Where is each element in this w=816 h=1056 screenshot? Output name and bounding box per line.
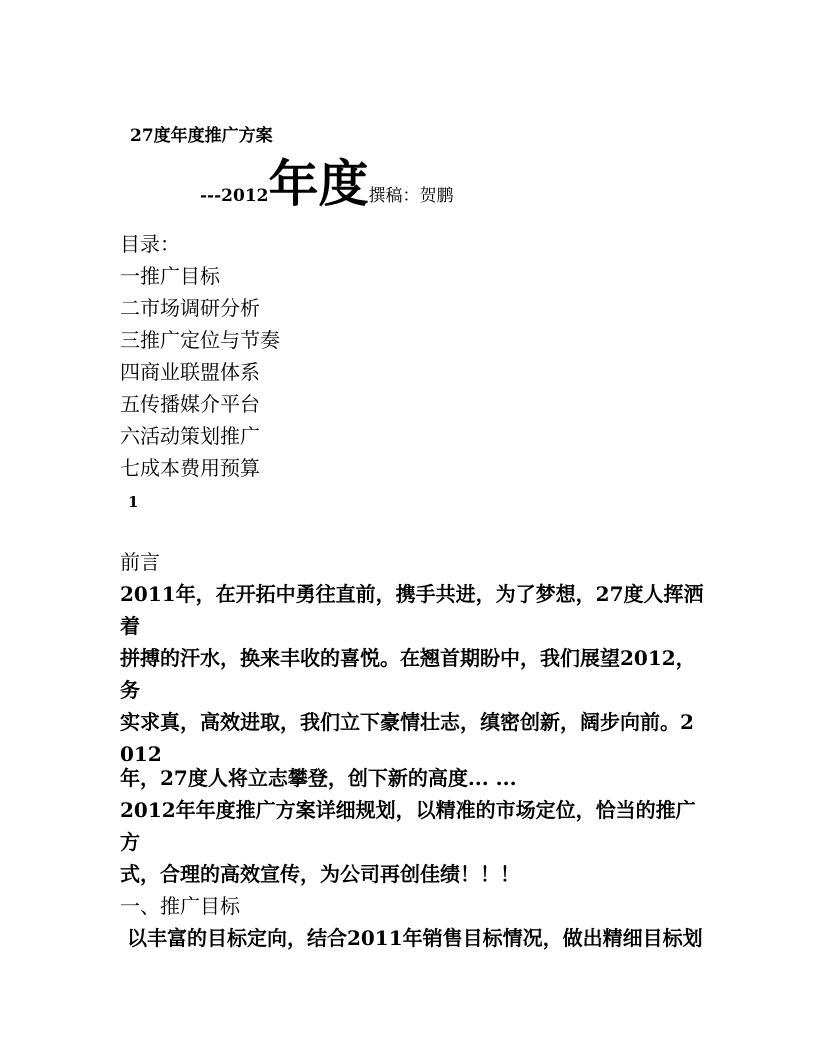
preface-line: 012	[120, 742, 162, 766]
toc-item: 一推广目标	[120, 264, 220, 288]
section-heading: 一、推广目标	[120, 894, 240, 918]
section-text-line: 以丰富的目标定向，结合2011年销售目标情况，做出精细目标划	[120, 926, 703, 950]
author-credit: 撰稿：贺鹏	[368, 186, 454, 206]
toc-item: 七成本费用预算	[120, 456, 260, 480]
preface-line: 拼搏的汗水，换来丰收的喜悦。在翘首期盼中，我们展望2012，	[120, 646, 696, 670]
subtitle-large-text: 年度	[268, 154, 369, 213]
toc-item: 二市场调研分析	[120, 296, 260, 320]
preface-line: 方	[120, 830, 140, 854]
toc-item: 六活动策划推广	[120, 424, 260, 448]
preface-line: 着	[120, 614, 140, 638]
preface-heading: 前言	[120, 550, 160, 574]
document-subtitle	[200, 156, 453, 212]
toc-item: 三推广定位与节奏	[120, 328, 280, 352]
toc-item: 五传播媒介平台	[120, 392, 260, 416]
preface-line: 2012年年度推广方案详细规划，以精准的市场定位，恰当的推广	[120, 798, 696, 822]
preface-line: 实求真，高效进取，我们立下豪情壮志，缜密创新，阔步向前。2	[120, 710, 694, 734]
preface-line: 2011年，在开拓中勇往直前，携手共进，为了梦想，27度人挥洒	[120, 582, 704, 606]
preface-line: 式，合理的高效宣传，为公司再创佳绩！！！	[120, 862, 520, 886]
page-number: 1	[128, 493, 139, 511]
subtitle-year: ---2012	[200, 186, 269, 206]
toc-item: 四商业联盟体系	[120, 360, 260, 384]
document-title: 27度年度推广方案	[130, 126, 273, 146]
toc-heading: 目录：	[120, 232, 180, 256]
preface-line: 年，27度人将立志攀登，创下新的高度... ...	[120, 766, 517, 790]
preface-line: 务	[120, 678, 140, 702]
